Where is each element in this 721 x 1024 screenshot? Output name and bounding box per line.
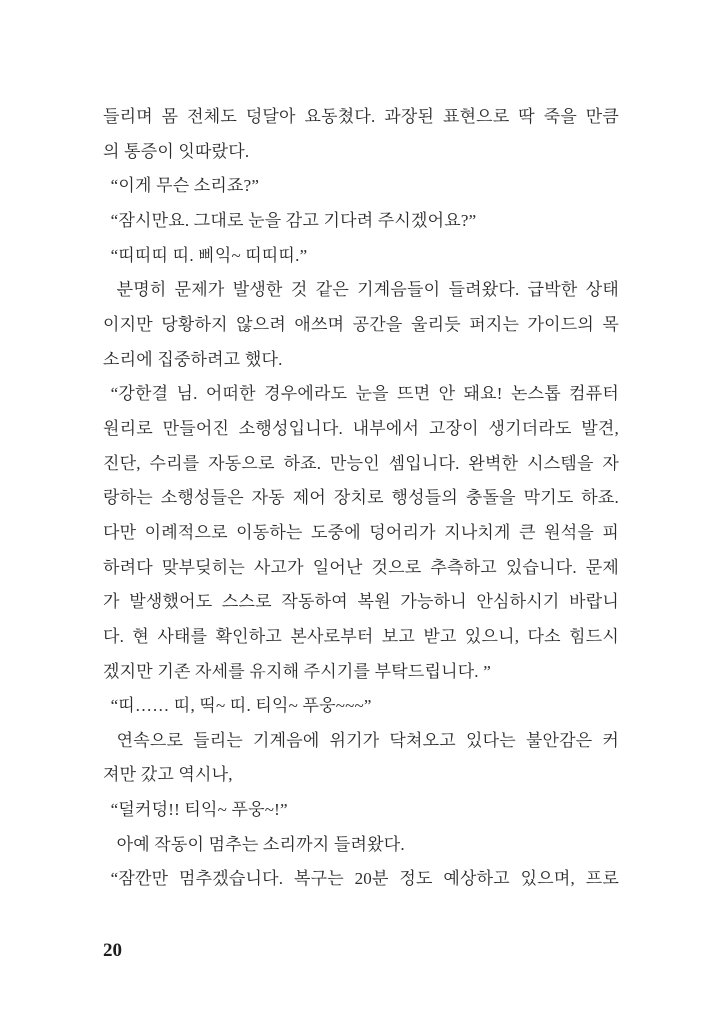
text-line: 랑하는 소행성들은 자동 제어 장치로 행성들의 충돌을 막기도 하죠.	[103, 488, 619, 508]
paragraph-dialogue	[103, 377, 619, 689]
text-line: “덜커덩!! 티익~ 푸웅~!”	[110, 800, 288, 820]
paragraph-dialogue	[103, 689, 619, 724]
text-line: 들리며 몸 전체도 덩달아 요동쳤다. 과장된 표현으로 딱 죽을 만큼	[103, 107, 619, 126]
text-line: “띠…… 띠, 띡~ 띠. 티익~ 푸웅~~~”	[110, 696, 372, 716]
paragraph-narration	[103, 724, 619, 793]
paragraph-dialogue	[103, 239, 619, 274]
text-line: “강한결 님. 어떠한 경우에라도 눈을 뜨면 안 돼요! 논스톱 컴퓨터	[110, 384, 619, 404]
paragraph-dialogue	[103, 793, 619, 828]
text-line: “띠띠띠 띠. 삐익~ 띠띠띠.”	[110, 245, 308, 265]
text-line: “잠깐만 멈추겠습니다. 복구는 20분 정도 예상하고 있으며, 프로	[110, 869, 619, 889]
text-line: 진단, 수리를 자동으로 하죠. 만능인 셈입니다. 완벽한 시스템을 자	[103, 453, 619, 473]
text-line: 소리에 집중하려고 했다.	[103, 349, 283, 369]
text-line: 아예 작동이 멈추는 소리까지 들려왔다.	[116, 834, 405, 854]
text-line: 져만 갔고 역시나,	[103, 765, 233, 785]
text-line: 연속으로 들리는 기계음에 위기가 닥쳐오고 있다는 불안감은 커	[116, 730, 619, 750]
text-line: 분명히 문제가 발생한 것 같은 기계음들이 들려왔다. 급박한 상태	[116, 280, 619, 300]
paragraph-dialogue	[103, 862, 619, 897]
paragraph-narration	[103, 273, 619, 377]
paragraph-narration-continuation	[103, 100, 619, 169]
text-line: 다. 현 사태를 확인하고 본사로부터 보고 받고 있으니, 다소 힘드시	[103, 626, 619, 646]
body-text	[103, 100, 619, 897]
text-line: 가 발생했어도 스스로 작동하여 복원 가능하니 안심하시기 바랍니	[103, 592, 619, 612]
paragraph-narration	[103, 828, 619, 863]
text-line: 겠지만 기존 자세를 유지해 주시기를 부탁드립니다. ”	[103, 661, 491, 681]
text-line: 원리로 만들어진 소행성입니다. 내부에서 고장이 생기더라도 발견,	[103, 418, 619, 438]
text-line: 하려다 맞부딪히는 사고가 일어난 것으로 추측하고 있습니다. 문제	[103, 557, 619, 577]
text-line: 의 통증이 잇따랐다.	[103, 141, 250, 161]
paragraph-dialogue	[103, 169, 619, 204]
paragraph-dialogue	[103, 204, 619, 239]
text-line: “이게 무슨 소리죠?”	[110, 176, 260, 196]
page-number: 20	[103, 940, 122, 961]
text-line: 다만 이례적으로 이동하는 도중에 덩어리가 지나치게 큰 원석을 피	[103, 522, 619, 542]
text-line: 이지만 당황하지 않으려 애쓰며 공간을 울리듯 퍼지는 가이드의 목	[103, 314, 619, 334]
text-line: “잠시만요. 그대로 눈을 감고 기다려 주시겠어요?”	[110, 210, 477, 230]
